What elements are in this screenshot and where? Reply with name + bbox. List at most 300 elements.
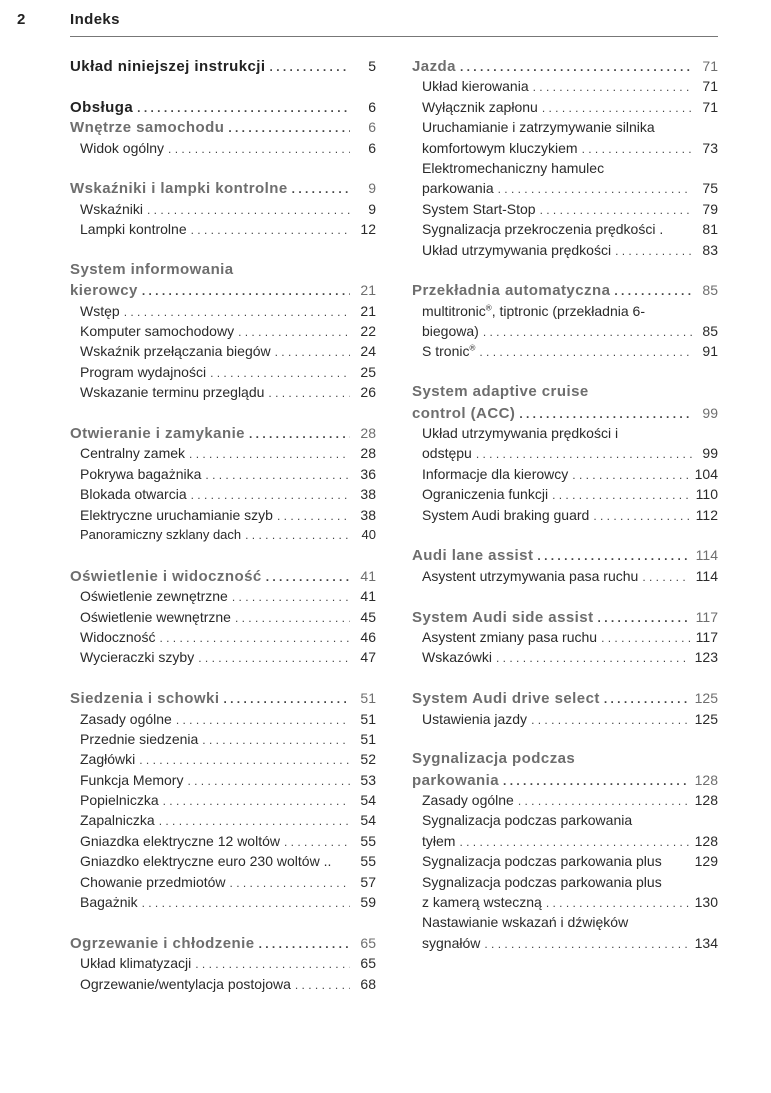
toc-entry[interactable] (412, 443, 718, 463)
toc-spacer (412, 525, 718, 545)
entry-title: Sygnalizacja przekroczenia prędkości . (422, 221, 664, 238)
entry-title: Sygnalizacja podczas parkowania (422, 812, 633, 829)
entry-title: System informowania (70, 260, 234, 278)
toc-heading[interactable] (412, 56, 718, 76)
entry-title: Gniazdka elektryczne 12 woltów (80, 832, 280, 849)
entry-page-number: 46 (360, 628, 376, 645)
entry-page-number: 40 (361, 526, 376, 542)
entry-page-number: 6 (368, 98, 376, 115)
toc-heading[interactable] (412, 770, 718, 790)
entry-title: Blokada otwarcia (80, 486, 187, 503)
toc-entry[interactable] (412, 810, 718, 830)
toc-entry[interactable] (70, 525, 376, 545)
toc-entry[interactable] (412, 199, 718, 219)
entry-title: sygnałów (422, 934, 481, 951)
toc-entry[interactable] (412, 76, 718, 96)
dot-leader (176, 710, 350, 730)
entry-page-number: 36 (360, 465, 376, 482)
entry-title: Układ kierowania (422, 78, 529, 95)
entry-page-number: 129 (694, 853, 718, 870)
entry-title: Chowanie przedmiotów (80, 873, 226, 890)
toc-entry[interactable] (70, 810, 376, 830)
dot-leader (484, 934, 688, 954)
dot-leader (266, 567, 350, 587)
entry-title: Ograniczenia funkcji (422, 486, 549, 503)
entry-title: Bagażnik (80, 894, 138, 911)
entry-title: Obsługa (70, 98, 134, 116)
entry-title: System Start-Stop (422, 200, 536, 217)
entry-title: Wnętrze samochodu (70, 119, 225, 137)
entry-page-number: 128 (694, 771, 718, 788)
dot-leader (476, 444, 692, 464)
toc-spacer (412, 668, 718, 688)
toc-entry[interactable] (70, 199, 376, 219)
entry-title: Informacje dla kierowcy (422, 465, 569, 482)
entry-page-number: 125 (694, 710, 718, 727)
toc-entry[interactable] (412, 158, 718, 178)
toc-entry[interactable] (70, 627, 376, 647)
dot-leader (270, 57, 350, 77)
entry-page-number: 71 (702, 78, 718, 95)
toc-heading[interactable] (70, 423, 376, 443)
toc-spacer (412, 260, 718, 280)
entry-title: parkowania (412, 771, 500, 789)
entry-page-number: 5 (368, 58, 376, 74)
toc-spacer (70, 545, 376, 565)
dot-leader (228, 118, 350, 138)
entry-page-number: 130 (694, 894, 718, 911)
dot-leader (518, 791, 689, 811)
entry-title: System adaptive cruise (412, 383, 589, 401)
entry-title: Wskazówki (422, 649, 493, 666)
entry-page-number: 117 (695, 628, 718, 645)
entry-title: biegowa) (422, 323, 479, 340)
toc-entry[interactable] (70, 770, 376, 790)
entry-title: System Audi side assist (412, 608, 594, 626)
entry-title: Gniazdko elektryczne euro 230 woltów .. (80, 853, 332, 870)
entry-title: Program wydajności (80, 363, 207, 380)
toc-heading[interactable] (70, 280, 376, 300)
toc-heading[interactable] (70, 178, 376, 198)
dot-leader (604, 689, 689, 709)
toc-entry[interactable] (70, 484, 376, 504)
entry-page-number: 110 (695, 486, 718, 503)
toc-entry[interactable] (412, 647, 718, 667)
entry-page-number: 24 (360, 343, 376, 360)
dot-leader (498, 179, 692, 199)
entry-page-number: 65 (360, 955, 376, 972)
toc-entry[interactable] (70, 341, 376, 361)
entry-page-number: 25 (360, 363, 376, 380)
header-rule (70, 36, 718, 37)
dot-leader (295, 975, 350, 995)
entry-page-number: 21 (360, 282, 376, 299)
toc-heading[interactable] (412, 607, 718, 627)
toc-spacer (412, 586, 718, 606)
dot-leader (572, 465, 688, 485)
entry-page-number: 38 (360, 486, 376, 503)
entry-page-number: 73 (702, 139, 718, 156)
toc-entry[interactable] (412, 423, 718, 443)
dot-leader (168, 139, 350, 159)
entry-page-number: 125 (694, 690, 718, 707)
entry-title: Asystent utrzymywania pasa ruchu (422, 567, 639, 584)
entry-page-number: 41 (360, 588, 376, 605)
entry-title: Sygnalizacja podczas parkowania plus (422, 873, 662, 890)
toc-entry[interactable] (412, 301, 718, 321)
entry-title: Przednie siedzenia (80, 730, 199, 747)
entry-page-number: 9 (368, 180, 376, 197)
toc-entry[interactable] (70, 851, 376, 871)
toc-heading[interactable] (70, 688, 376, 708)
entry-page-number: 65 (360, 934, 376, 951)
toc-heading[interactable] (412, 382, 718, 402)
entry-page-number: 9 (368, 200, 376, 217)
entry-title: Sygnalizacja podczas parkowania plus (422, 853, 662, 870)
dot-leader (268, 383, 350, 403)
toc-entry[interactable] (412, 627, 718, 647)
dot-leader (191, 220, 350, 240)
entry-title: kierowcy (70, 282, 138, 300)
toc-entry[interactable] (70, 974, 376, 994)
entry-page-number: 99 (702, 445, 718, 462)
entry-title: Elektromechaniczny hamulec (422, 159, 605, 176)
toc-entry[interactable] (412, 872, 718, 892)
toc-entry[interactable] (412, 505, 718, 525)
dot-leader (503, 771, 689, 791)
toc-heading[interactable] (412, 545, 718, 565)
dot-leader (205, 465, 350, 485)
entry-page-number: 6 (368, 139, 376, 156)
dot-leader (593, 506, 689, 526)
entry-page-number: 114 (695, 547, 718, 564)
entry-title: Zagłówki (80, 751, 136, 768)
entry-title: Widok ogólny (80, 139, 165, 156)
dot-leader (163, 791, 350, 811)
dot-leader (496, 648, 689, 668)
entry-page-number: 81 (702, 221, 718, 238)
entry-title: odstępu (422, 445, 472, 462)
entry-page-number: 85 (702, 282, 718, 299)
dot-leader (235, 608, 350, 628)
entry-page-number: 68 (360, 975, 376, 992)
dot-leader (159, 628, 350, 648)
toc-heading[interactable] (70, 117, 376, 137)
entry-page-number: 57 (360, 873, 376, 890)
dot-leader (189, 444, 350, 464)
toc-entry[interactable] (70, 647, 376, 667)
dot-leader (459, 832, 688, 852)
toc-entry[interactable] (70, 709, 376, 729)
entry-title: Układ niniejszej instrukcji (70, 58, 266, 75)
entry-page-number: 85 (702, 323, 718, 340)
entry-page-number: 54 (360, 792, 376, 809)
entry-title: Uruchamianie i zatrzymywanie silnika (422, 119, 655, 136)
dot-leader (159, 811, 350, 831)
toc-entry[interactable] (412, 566, 718, 586)
toc-entry[interactable] (412, 484, 718, 504)
toc-entry[interactable] (70, 362, 376, 382)
toc-heading[interactable] (412, 280, 718, 300)
entry-title: Oświetlenie wewnętrzne (80, 608, 231, 625)
entry-page-number: 6 (368, 119, 376, 136)
entry-title: Zasady ogólne (422, 792, 514, 809)
entry-title: Wskaźniki (80, 200, 144, 217)
toc-entry[interactable] (70, 505, 376, 525)
dot-leader (540, 200, 692, 220)
entry-page-number: 114 (695, 567, 718, 584)
toc-entry[interactable] (70, 464, 376, 484)
entry-title: Siedzenia i schowki (70, 690, 220, 708)
dot-leader (531, 710, 689, 730)
entry-title: Wycieraczki szyby (80, 649, 195, 666)
entry-page-number: 104 (694, 465, 718, 482)
entry-page-number: 112 (695, 506, 718, 523)
entry-title: Komputer samochodowy (80, 323, 235, 340)
entry-title: z kamerą wsteczną (422, 894, 542, 911)
dot-leader (142, 893, 350, 913)
dot-leader (245, 525, 350, 545)
entry-title: Lampki kontrolne (80, 221, 187, 238)
dot-leader (519, 404, 692, 424)
entry-title: Centralny zamek (80, 445, 186, 462)
entry-page-number: 22 (360, 323, 376, 340)
entry-title: Widoczność (80, 628, 156, 645)
entry-page-number: 51 (360, 690, 376, 707)
entry-page-number: 51 (360, 730, 376, 747)
dot-leader (142, 281, 350, 301)
toc-entry[interactable] (70, 321, 376, 341)
dot-leader (615, 241, 692, 261)
toc-heading[interactable] (70, 566, 376, 586)
toc-column-right (412, 56, 718, 953)
toc-entry[interactable] (412, 933, 718, 953)
toc-entry[interactable] (70, 586, 376, 606)
dot-leader (195, 954, 350, 974)
entry-page-number: 83 (702, 241, 718, 258)
entry-page-number: 52 (360, 751, 376, 768)
entry-title: Układ utrzymywania prędkości i (422, 425, 619, 442)
entry-title: Oświetlenie i widoczność (70, 567, 262, 585)
toc-entry[interactable] (70, 749, 376, 769)
dot-leader (187, 771, 350, 791)
dot-leader (479, 342, 692, 362)
dot-leader (259, 934, 350, 954)
toc-entry[interactable] (70, 831, 376, 851)
toc-spacer (70, 912, 376, 932)
entry-title: Zasady ogólne (80, 710, 172, 727)
entry-page-number: 12 (360, 221, 376, 238)
toc-entry[interactable] (70, 138, 376, 158)
entry-title: Wstęp (80, 302, 120, 319)
entry-page-number: 21 (360, 302, 376, 319)
entry-title: Jazda (412, 58, 456, 75)
entry-title: Oświetlenie zewnętrzne (80, 588, 228, 605)
entry-title: komfortowym kluczykiem (422, 139, 578, 156)
dot-leader (533, 77, 692, 97)
entry-page-number: 117 (695, 608, 718, 625)
dot-leader (137, 98, 350, 118)
dot-leader (198, 648, 350, 668)
dot-leader (614, 281, 692, 301)
dot-leader (191, 485, 350, 505)
toc-spacer (70, 668, 376, 688)
dot-leader (460, 57, 692, 77)
dot-leader (223, 689, 350, 709)
toc-heading[interactable] (70, 933, 376, 953)
toc-entry[interactable] (412, 138, 718, 158)
toc-heading[interactable] (412, 688, 718, 708)
toc-heading[interactable] (70, 97, 376, 117)
toc-heading[interactable] (412, 403, 718, 423)
entry-title: Ustawienia jazdy (422, 710, 528, 727)
entry-page-number: 28 (360, 445, 376, 462)
toc-spacer (412, 362, 718, 382)
entry-title: Układ utrzymywania prędkości (422, 241, 612, 258)
entry-page-number: 79 (702, 200, 718, 217)
entry-page-number: 99 (702, 404, 718, 421)
toc-entry[interactable] (412, 321, 718, 341)
entry-page-number: 128 (694, 832, 718, 849)
toc-entry[interactable] (412, 851, 718, 871)
dot-leader (552, 485, 690, 505)
entry-page-number: 53 (360, 771, 376, 788)
entry-page-number: 41 (360, 567, 376, 584)
entry-title: parkowania (422, 180, 494, 197)
entry-title: Panoramiczny szklany dach (80, 526, 242, 542)
dot-leader (292, 179, 350, 199)
dot-leader (249, 424, 350, 444)
toc-entry[interactable] (412, 178, 718, 198)
toc-entry[interactable] (412, 341, 718, 361)
toc-entry[interactable] (70, 443, 376, 463)
entry-page-number: 91 (702, 343, 718, 360)
dot-leader (210, 363, 350, 383)
entry-title: Wskaźnik przełączania biegów (80, 343, 271, 360)
entry-title: Wyłącznik zapłonu (422, 98, 538, 115)
entry-title: Przekładnia automatyczna (412, 282, 611, 300)
toc-spacer (70, 158, 376, 178)
entry-page-number: 45 (360, 608, 376, 625)
toc-entry[interactable] (70, 790, 376, 810)
dot-leader (238, 322, 350, 342)
entry-page-number: 134 (694, 934, 718, 951)
toc-entry[interactable] (412, 97, 718, 117)
dot-leader (537, 546, 689, 566)
entry-title: tyłem (422, 832, 456, 849)
entry-page-number: 28 (360, 425, 376, 442)
entry-page-number: 51 (360, 710, 376, 727)
entry-title: System Audi drive select (412, 690, 600, 708)
toc-entry[interactable] (70, 382, 376, 402)
toc-entry[interactable] (412, 219, 718, 239)
entry-page-number: 38 (360, 506, 376, 523)
entry-page-number: 54 (360, 812, 376, 829)
entry-title: Funkcja Memory (80, 771, 184, 788)
toc-entry[interactable] (70, 872, 376, 892)
dot-leader (202, 730, 350, 750)
toc-spacer (70, 76, 376, 96)
toc-spacer (412, 729, 718, 749)
entry-title: Popielniczka (80, 792, 159, 809)
entry-title: control (ACC) (412, 404, 516, 422)
toc-entry[interactable] (412, 892, 718, 912)
dot-leader (124, 302, 350, 322)
entry-page-number: 128 (694, 792, 718, 809)
toc-entry[interactable] (412, 117, 718, 137)
entry-title: Zapalniczka (80, 812, 155, 829)
entry-title: Nastawianie wskazań i dźwięków (422, 914, 629, 931)
dot-leader (284, 832, 350, 852)
entry-title: Wskaźniki i lampki kontrolne (70, 180, 288, 198)
toc-entry[interactable] (412, 240, 718, 260)
entry-title: Elektryczne uruchamianie szyb (80, 506, 273, 523)
entry-title: Pokrywa bagażnika (80, 465, 202, 482)
dot-leader (230, 873, 350, 893)
entry-title: Sygnalizacja podczas (412, 750, 576, 768)
dot-leader (542, 98, 692, 118)
entry-title: Ogrzewanie i chłodzenie (70, 934, 255, 952)
dot-leader (546, 893, 689, 913)
toc-entry[interactable] (412, 912, 718, 932)
dot-leader (277, 506, 350, 526)
dot-leader (582, 139, 692, 159)
entry-page-number: 71 (702, 98, 718, 115)
entry-title: Układ klimatyzacji (80, 955, 192, 972)
dot-leader (232, 587, 350, 607)
toc-heading[interactable] (412, 749, 718, 769)
entry-page-number: 55 (360, 832, 376, 849)
dot-leader (598, 608, 690, 628)
entry-title: Audi lane assist (412, 547, 534, 565)
toc-heading[interactable] (70, 56, 376, 76)
toc-column-left (70, 56, 376, 994)
dot-leader (483, 322, 692, 342)
toc-entry[interactable] (70, 219, 376, 239)
dot-leader (642, 567, 689, 587)
toc-entry[interactable] (70, 607, 376, 627)
entry-page-number: 71 (702, 58, 718, 74)
toc-entry[interactable] (412, 464, 718, 484)
toc-entry[interactable] (412, 831, 718, 851)
entry-title: System Audi braking guard (422, 506, 590, 523)
entry-page-number: 59 (360, 894, 376, 911)
page-number: 2 (17, 11, 26, 28)
entry-title: Ogrzewanie/wentylacja postojowa (80, 975, 291, 992)
toc-spacer (70, 240, 376, 260)
dot-leader (139, 750, 350, 770)
entry-page-number: 123 (694, 649, 718, 666)
toc-entry[interactable] (70, 953, 376, 973)
dot-leader (601, 628, 690, 648)
dot-leader (147, 200, 350, 220)
toc-entry[interactable] (70, 301, 376, 321)
entry-page-number: 75 (702, 180, 718, 197)
entry-title: Otwieranie i zamykanie (70, 425, 245, 443)
entry-page-number: 47 (360, 649, 376, 666)
toc-entry[interactable] (70, 729, 376, 749)
toc-heading[interactable] (70, 260, 376, 280)
entry-title: Wskazanie terminu przeglądu (80, 384, 265, 401)
entry-page-number: 55 (360, 853, 376, 870)
entry-title: multitronic®, tiptronic (przekładnia 6- (422, 302, 645, 319)
page-title: Indeks (70, 11, 120, 28)
entry-page-number: 26 (360, 384, 376, 401)
toc-entry[interactable] (412, 709, 718, 729)
entry-title: S tronic® (422, 343, 476, 360)
toc-entry[interactable] (70, 892, 376, 912)
toc-entry[interactable] (412, 790, 718, 810)
